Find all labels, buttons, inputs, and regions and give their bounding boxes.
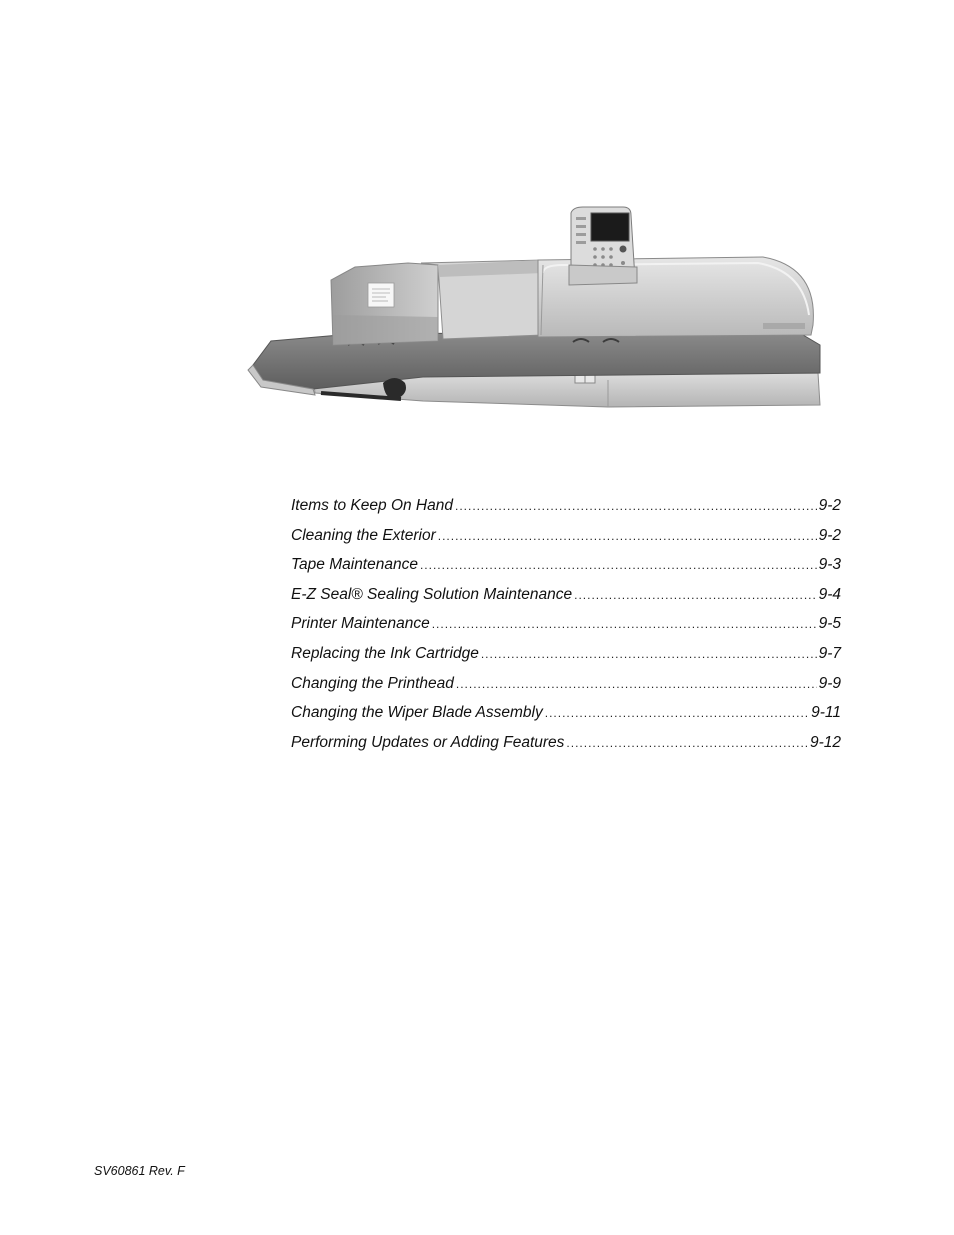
toc-dot-leader — [438, 529, 817, 543]
toc-entry-title: Performing Updates or Adding Features — [291, 733, 565, 751]
toc-entry-page: 9-3 — [818, 556, 841, 574]
toc-dot-leader — [420, 558, 817, 572]
toc-dot-leader — [456, 677, 817, 691]
toc-entry-title: Replacing the Ink Cartridge — [291, 644, 479, 662]
toc-entry[interactable] — [291, 497, 841, 527]
table-of-contents — [291, 497, 841, 763]
toc-entry-title: Changing the Wiper Blade Assembly — [291, 704, 543, 722]
toc-entry[interactable] — [291, 734, 841, 764]
toc-entry-page: 9-12 — [809, 733, 841, 751]
mailing-machine-photo — [243, 205, 823, 415]
toc-entry[interactable] — [291, 586, 841, 616]
toc-entry[interactable] — [291, 645, 841, 675]
toc-entry[interactable] — [291, 704, 841, 734]
toc-entry-page: 9-2 — [818, 497, 841, 514]
toc-entry-title: Printer Maintenance — [291, 615, 430, 633]
toc-entry-page: 9-4 — [818, 585, 841, 603]
toc-dot-leader — [481, 647, 817, 661]
toc-entry-page: 9-11 — [811, 704, 841, 722]
toc-dot-leader — [455, 499, 817, 513]
toc-entry-page: 9-9 — [818, 674, 841, 692]
toc-dot-leader — [574, 588, 816, 602]
toc-entry-title: E-Z Seal® Sealing Solution Maintenance — [291, 585, 573, 603]
toc-entry[interactable] — [291, 527, 841, 557]
toc-entry[interactable] — [291, 556, 841, 586]
toc-entry-page: 9-7 — [818, 644, 841, 662]
toc-entry-page: 9-5 — [818, 615, 841, 633]
toc-dot-leader — [566, 736, 808, 750]
document-revision-footer: SV60861 Rev. F — [94, 1164, 185, 1178]
toc-entry[interactable] — [291, 675, 841, 705]
toc-entry-title: Cleaning the Exterior — [291, 526, 436, 544]
toc-dot-leader — [545, 706, 809, 720]
toc-entry-title: Tape Maintenance — [291, 556, 418, 574]
toc-dot-leader — [432, 617, 817, 631]
toc-entry[interactable] — [291, 615, 841, 645]
toc-entry-page: 9-2 — [818, 526, 841, 544]
toc-entry-title: Changing the Printhead — [291, 674, 454, 692]
toc-entry-title: Items to Keep On Hand — [291, 497, 453, 514]
